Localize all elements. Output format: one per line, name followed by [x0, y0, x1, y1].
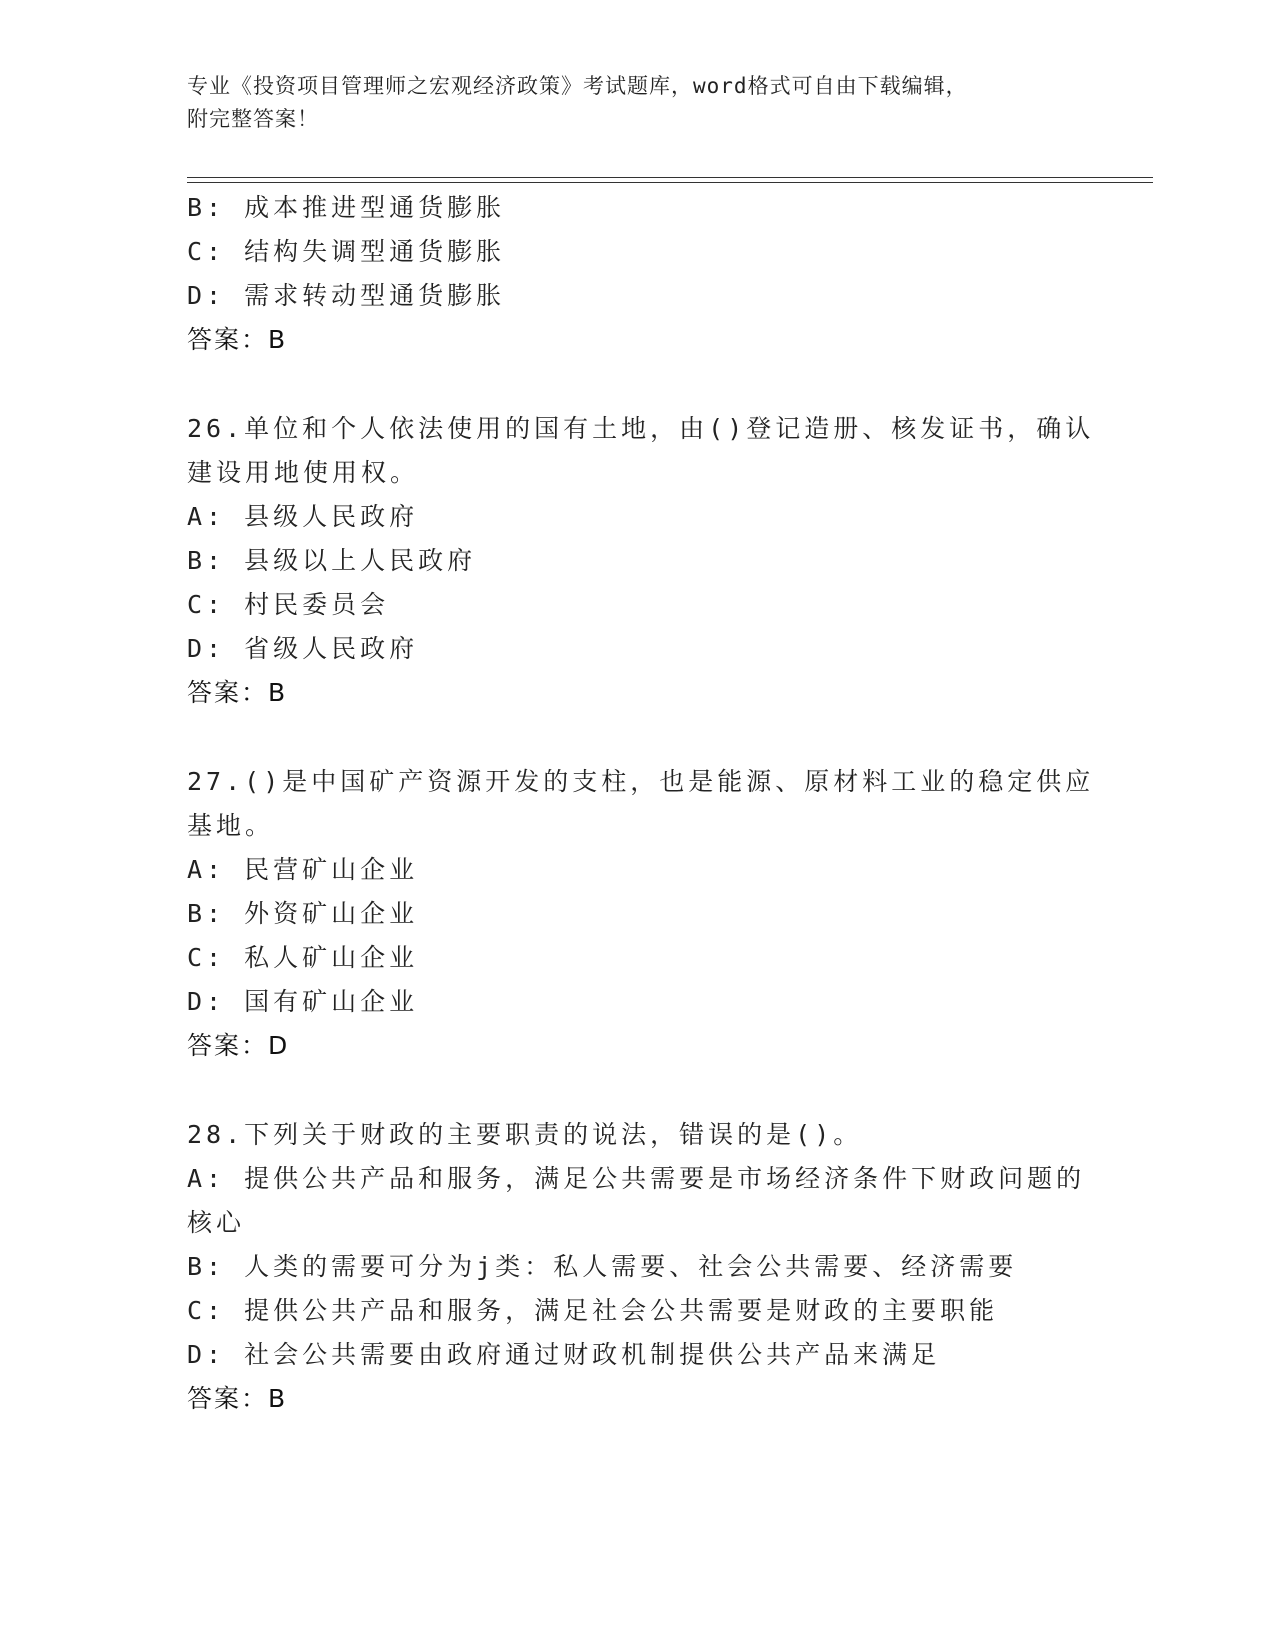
header-rule-bottom — [187, 182, 1153, 183]
q26-option-b: B: 县级以上人民政府 — [187, 546, 477, 575]
q28-option-a: A: 提供公共产品和服务，满足公共需要是市场经济条件下财政问题的 — [187, 1164, 1086, 1193]
q25-answer: 答案：B — [187, 325, 288, 354]
q25-option-d: D: 需求转动型通货膨胀 — [187, 281, 506, 310]
q25-option-c: C: 结构失调型通货膨胀 — [187, 237, 506, 266]
q27-answer: 答案：D — [187, 1031, 290, 1060]
q26-stem-line-2: 建设用地使用权。 — [187, 458, 420, 487]
q28-option-b: B: 人类的需要可分为j类：私人需要、社会公共需要、经济需要 — [187, 1252, 1018, 1281]
document-header — [187, 70, 1087, 136]
q28-stem-line-1: 28.下列关于财政的主要职责的说法，错误的是()。 — [187, 1120, 863, 1149]
q27-option-a: A: 民营矿山企业 — [187, 855, 419, 884]
q26-answer: 答案：B — [187, 678, 288, 707]
q27-option-b: B: 外资矿山企业 — [187, 899, 419, 928]
q27-option-c: C: 私人矿山企业 — [187, 943, 419, 972]
q28-answer: 答案：B — [187, 1384, 288, 1413]
q27-stem-line-1: 27.()是中国矿产资源开发的支柱，也是能源、原材料工业的稳定供应 — [187, 767, 1095, 796]
q26-option-c: C: 村民委员会 — [187, 590, 390, 619]
q26-option-a: A: 县级人民政府 — [187, 502, 419, 531]
q28-option-d: D: 社会公共需要由政府通过财政机制提供公共产品来满足 — [187, 1340, 941, 1369]
header-line-1: 专业《投资项目管理师之宏观经济政策》考试题库，word格式可自由下载编辑， — [187, 74, 968, 98]
header-rule-top — [187, 177, 1153, 178]
q28-option-c: C: 提供公共产品和服务，满足社会公共需要是财政的主要职能 — [187, 1296, 999, 1325]
q25-option-b: B: 成本推进型通货膨胀 — [187, 193, 506, 222]
q28-option-a-continued: 核心 — [187, 1208, 246, 1237]
header-line-2: 附完整答案！ — [187, 107, 319, 131]
q27-option-d: D: 国有矿山企业 — [187, 987, 419, 1016]
q27-stem-line-2: 基地。 — [187, 811, 275, 840]
q26-option-d: D: 省级人民政府 — [187, 634, 419, 663]
q26-stem-line-1: 26.单位和个人依法使用的国有土地，由()登记造册、核发证书，确认 — [187, 414, 1095, 443]
